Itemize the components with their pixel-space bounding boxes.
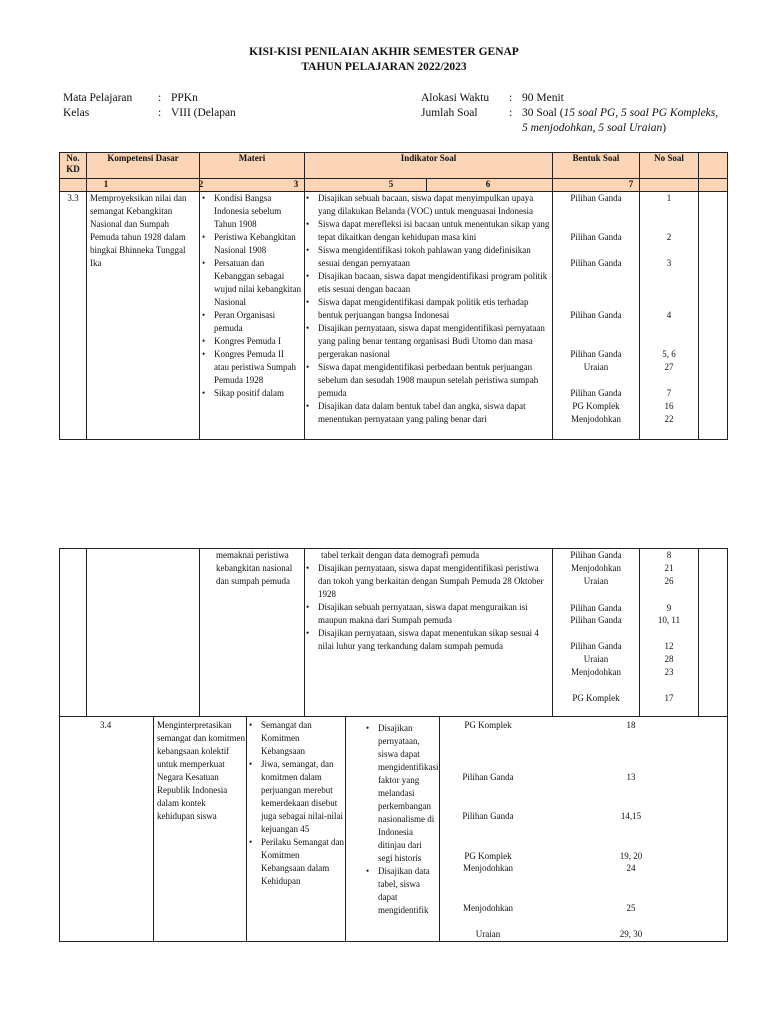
list-item: • Peran Organisasi pemuda xyxy=(201,309,301,335)
no-soal-cell: 8 xyxy=(666,550,672,560)
bentuk-soal-cell: Pilihan Ganda xyxy=(570,388,622,398)
list-item: • Kongres Pemuda II atau peristiwa Sumpah Pemuda 1928 xyxy=(201,348,301,387)
header-num-5: 5 xyxy=(388,179,394,189)
bentuk-soal-cell: Pilihan Ganda xyxy=(570,232,622,242)
no-soal-cell: 23 xyxy=(664,667,674,677)
list-item: • Kongres Pemuda I xyxy=(201,335,301,348)
list-item: • Siswa dapat mengidentifikasi perbedaan bentuk perjuangan sebelum dan sesudah 1908 maupun setelah peristiwa sumpah pemuda xyxy=(305,361,550,400)
bentuk-soal-cell: Menjodohkan xyxy=(463,903,513,913)
no-soal-cell: 9 xyxy=(666,603,672,613)
header-bentuk-soal: Bentuk Soal xyxy=(572,153,620,163)
bentuk-soal-cell: PG Komplek xyxy=(464,851,512,861)
bentuk-soal-cell: Menjodohkan xyxy=(571,414,621,424)
mapel-label: Mata Pelajaran xyxy=(63,92,133,104)
list-item: • Peristiwa Kebangkitan Nasional 1908 xyxy=(201,231,301,257)
alokasi-value: 90 Menit xyxy=(522,92,564,104)
bentuk-soal-cell: Uraian xyxy=(583,576,609,586)
header-num-1: 1 xyxy=(103,179,109,189)
list-item: • Siswa dapat mengidentifikasi dampak politik etis terhadap bentuk perjuangan bangsa Indonesai xyxy=(305,296,550,322)
list-item: • Sikap positif dalam xyxy=(201,387,301,400)
no-soal-cell: 10, 11 xyxy=(657,615,681,625)
kd34-kompetensi: Menginterpretasikan semangat dan komitmen kebangsaan kolektif untuk memperkuat Negara Kesatuan Republik Indonesia dalam kontek kehidupan siswa xyxy=(157,720,245,821)
no-soal-cell: 7 xyxy=(666,388,672,398)
bentuk-soal-cell: Pilihan Ganda xyxy=(570,193,622,203)
kd33-cont-materi-line: memaknai peristiwa xyxy=(216,550,289,560)
kelas-colon: : xyxy=(158,107,162,119)
jumlah-label: Jumlah Soal xyxy=(421,107,478,119)
no-soal-cell: 1 xyxy=(666,193,672,203)
no-soal-cell: 21 xyxy=(664,563,674,573)
jumlah-value: 30 Soal (15 soal PG, 5 soal PG Kompleks, xyxy=(522,107,719,119)
no-soal-cell: 13 xyxy=(626,772,636,782)
bentuk-soal-cell: Menjodohkan xyxy=(463,863,513,873)
no-soal-cell: 24 xyxy=(626,863,636,873)
bentuk-soal-cell: PG Komplek xyxy=(572,401,620,411)
bentuk-soal-cell: Uraian xyxy=(583,362,609,372)
header-num-3: 3 xyxy=(293,179,299,189)
no-soal-cell: 28 xyxy=(664,654,674,664)
header-num-6: 6 xyxy=(485,179,491,189)
no-soal-cell: 5, 6 xyxy=(662,349,676,359)
no-soal-cell: 12 xyxy=(664,641,674,651)
no-soal-cell: 4 xyxy=(666,310,672,320)
list-item: • Disajikan data dalam bentuk tabel dan angka, siswa dapat menentukan pernyataan yang paling benar dari xyxy=(305,400,550,426)
bentuk-soal-cell: Menjodohkan xyxy=(571,563,621,573)
kelas-label: Kelas xyxy=(63,107,90,119)
kd33-cont-indikator-first-line: tabel terkait dengan data demografi pemuda xyxy=(321,550,480,560)
header-materi: Materi xyxy=(238,153,266,163)
no-soal-cell: 25 xyxy=(626,903,636,913)
bentuk-soal-cell: PG Komplek xyxy=(464,720,512,730)
list-item: • Siswa dapat merefleksi isi bacaan untuk menentukan sikap yang tepat dikaitkan dengan kehidupan masa kini xyxy=(305,218,550,244)
kd33-indikator-list xyxy=(305,192,550,426)
header-num-2: 2 xyxy=(198,179,204,189)
mapel-value: PPKn xyxy=(171,92,198,104)
alokasi-colon: : xyxy=(509,92,513,104)
list-item: • Disajikan pernyataan, siswa dapat mengidentifikasi peristiwa dan tokoh yang berkaitan dengan Sumpah Pemuda 28 Oktober 1928 xyxy=(305,562,550,601)
no-soal-cell: 14,15 xyxy=(620,811,642,821)
alokasi-label: Alokasi Waktu xyxy=(421,92,490,104)
header-indikator: Indikator Soal xyxy=(400,153,457,163)
bentuk-soal-cell: Pilihan Ganda xyxy=(462,811,514,821)
page-title-line2: TAHUN PELAJARAN 2022/2023 xyxy=(301,61,467,73)
bentuk-soal-cell: Pilihan Ganda xyxy=(570,349,622,359)
no-soal-cell: 18 xyxy=(626,720,636,730)
jumlah-colon: : xyxy=(509,107,513,119)
list-item: • Siswa mengidentifikasi tokoh pahlawan yang didefinisikan sesuai dengan pernyataan xyxy=(305,244,550,270)
bentuk-soal-cell: Uraian xyxy=(475,929,501,939)
bentuk-soal-cell: Pilihan Ganda xyxy=(570,258,622,268)
bentuk-soal-cell: Pilihan Ganda xyxy=(570,310,622,320)
no-soal-cell: 2 xyxy=(666,232,672,242)
no-soal-cell: 17 xyxy=(664,693,674,703)
list-item: • Persatuan dan Kebanggan sebagai wujud nilai kebangkitan Nasional xyxy=(201,257,301,309)
no-soal-cell: 26 xyxy=(664,576,674,586)
bentuk-soal-cell: Menjodohkan xyxy=(571,667,621,677)
list-item: • Disajikan pernyataan, siswa dapat menentukan sikap sesuai 4 nilai luhur yang terkandung dalam sumpah pemuda xyxy=(305,627,550,653)
no-soal-cell: 27 xyxy=(664,362,674,372)
kd33-cont-materi-line: dan sumpah pemuda xyxy=(216,576,290,586)
list-item: • Disajikan pernyataan, siswa dapat mengidentifikasi faktor yang melandasi perkembangan nasionalisme di Indonesia ditinjau dari segi historis xyxy=(365,722,438,865)
bentuk-soal-cell: Pilihan Ganda xyxy=(570,641,622,651)
kd34-indikator-list xyxy=(365,722,438,917)
kd33-cont-indikator-list xyxy=(305,562,550,653)
kd34-number: 3.4 xyxy=(100,720,112,730)
no-soal-cell: 22 xyxy=(664,414,674,424)
header-kompetensi: Kompetensi Dasar xyxy=(107,153,179,163)
kd33-materi-list xyxy=(201,192,301,400)
kd33-kompetensi: Memproyeksikan nilai dan semangat Kebangkitan Nasional dan Sumpah Pemuda tahun 1928 dalam bingkai Bhinneka Tunggal Ika xyxy=(90,193,187,268)
no-soal-cell: 3 xyxy=(666,258,672,268)
list-item: • Disajikan sebuah bacaan, siswa dapat menyimpulkan upaya yang dilakukan Belanda (VOC) untuk menguasai Indonesia xyxy=(305,192,550,218)
bentuk-soal-cell: Uraian xyxy=(583,654,609,664)
list-item: • Kondisi Bangsa Indonesia sebelum Tahun 1908 xyxy=(201,192,301,231)
list-item: • Disajikan sebuah pernyataan, siswa dapat menguraikan isi maupun makna dari Sumpah pemuda xyxy=(305,601,550,627)
bentuk-soal-cell: PG Komplek xyxy=(572,693,620,703)
list-item: • Perilaku Semangat dan Komitmen Kebangsaan dalam Kehidupan xyxy=(248,836,344,888)
mapel-colon: : xyxy=(158,92,162,104)
jumlah-value-line2: 5 menjodohkan, 5 soal Uraian) xyxy=(522,122,667,134)
kd33-number: 3.3 xyxy=(67,193,79,203)
no-soal-cell: 29, 30 xyxy=(619,929,643,939)
page-title-line1: KISI-KISI PENILAIAN AKHIR SEMESTER GENAP xyxy=(249,46,519,58)
list-item: • Disajikan data tabel, siswa dapat mengidentifik xyxy=(365,865,438,917)
no-soal-cell: 16 xyxy=(664,401,674,411)
kd34-materi-list xyxy=(248,719,344,888)
kd33-cont-materi-line: kebangkitan nasional xyxy=(216,563,293,573)
list-item: • Jiwa, semangat, dan komitmen dalam perjuangan merebut kemerdekaan disebut juga sebagai nilai-nilai kejuangan 45 xyxy=(248,758,344,836)
bentuk-soal-cell: Pilihan Ganda xyxy=(570,603,622,613)
header-num-7: 7 xyxy=(628,179,634,189)
bentuk-soal-cell: Pilihan Ganda xyxy=(570,550,622,560)
header-no-soal: No Soal xyxy=(654,153,684,163)
kelas-value: VIII (Delapan xyxy=(171,107,236,119)
header-no-kd: No. KD xyxy=(66,153,80,174)
list-item: • Disajikan bacaan, siswa dapat mengidentifikasi program politik etis sesuai dengan bacaan xyxy=(305,270,550,296)
bentuk-soal-cell: Pilihan Ganda xyxy=(462,772,514,782)
list-item: • Disajikan pernyataan, siswa dapat mengidentifikasi pernyataan yang paling benar tentang organisasi Budi Utomo dan masa pergerakan nasional xyxy=(305,322,550,361)
list-item: • Semangat dan Komitmen Kebangsaan xyxy=(248,719,344,758)
no-soal-cell: 19, 20 xyxy=(619,851,643,861)
bentuk-soal-cell: Pilihan Ganda xyxy=(570,615,622,625)
